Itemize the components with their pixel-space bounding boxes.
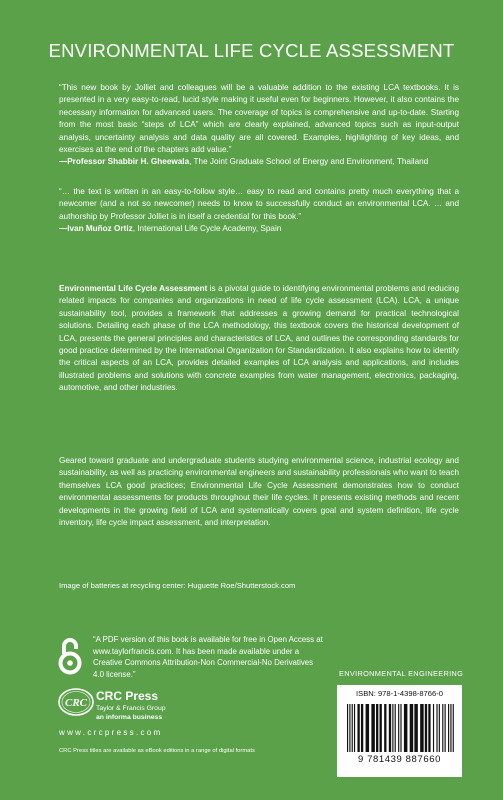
description-paragraph-2: Geared toward graduate and undergraduate students studying environmental science, industrial ecology and sustainability, as well as practicing environmental engineers and sustainability professionals who want to teach themselves LCA good practices; Environmental Life Cycle Assessment demonstrates how to conduct environmental assessments for products throughout their life cycles. It presents existing methods and recent developments in the growing field of LCA and systematically covers goal and system definition, life cycle inventory, life cycle impact assessment, and interpretation. <box>59 456 459 528</box>
barcode-bar <box>389 704 391 752</box>
publisher-url: www.crcpress.com <box>59 728 163 737</box>
review-quote-2-author: —Ivan Muñoz Ortiz <box>59 224 133 234</box>
barcode-bar <box>361 704 363 752</box>
barcode-bar <box>384 704 386 752</box>
barcode-bar <box>414 704 417 752</box>
barcode-bar <box>428 704 430 752</box>
subject-category: ENVIRONMENTAL ENGINEERING <box>339 669 464 678</box>
barcode-bar <box>400 704 401 752</box>
barcode-bar <box>395 704 396 752</box>
barcode-bar <box>357 704 359 752</box>
barcode-bar <box>376 704 378 752</box>
barcode-bar <box>445 704 446 752</box>
review-quote-2 <box>59 186 459 236</box>
open-access-icon <box>56 636 84 676</box>
publisher-tagline: an informa business <box>96 714 163 721</box>
barcode-bar <box>425 704 427 752</box>
barcode-bar <box>453 704 454 752</box>
barcode-number: 9 781439 887660 <box>358 754 441 765</box>
barcode-bars <box>347 704 455 752</box>
publisher-group: Taylor & Francis Group <box>96 705 166 712</box>
barcode-bar <box>380 704 382 752</box>
review-quote-2-text: “… the text is written in an easy-to-follow style… easy to read and contains pretty much everything that a newcomer (and a not so newcomer) needs to know to successfully conduct an environmental LCA. … and authorship by Professor Jolliet is in itself a credential for this book.” <box>59 187 459 221</box>
barcode-bar <box>410 704 413 752</box>
barcode-bar <box>349 704 350 752</box>
barcode-bar <box>450 704 451 752</box>
ebook-footer-note: CRC Press titles are available as eBook editions in a range of digital formats <box>59 748 255 754</box>
open-access-notice: “A PDF version of this book is available for free in Open Access at www.taylorfrancis.com. It has been made available under a Creative Commons Attribution-Non Commercial-No Derivatives 4.0 license.” <box>93 635 323 679</box>
crc-logo-text: CRC <box>64 697 88 709</box>
description-lead: Environmental Life Cycle Assessment <box>59 284 208 293</box>
review-quote-2-attribution <box>59 223 459 235</box>
barcode-bar <box>442 704 443 752</box>
review-quote-1 <box>59 82 459 169</box>
barcode-bar <box>404 704 407 752</box>
barcode-bar <box>347 704 348 752</box>
barcode-bar <box>398 704 399 752</box>
publisher-name: CRC Press <box>96 689 159 703</box>
barcode-bar <box>352 704 353 752</box>
description-paragraph-1 <box>59 283 459 395</box>
barcode-bar <box>439 704 440 752</box>
barcode-bar <box>436 704 437 752</box>
barcode-bar <box>354 704 355 752</box>
book-title: ENVIRONMENTAL LIFE CYCLE ASSESSMENT <box>48 40 455 61</box>
review-quote-1-attribution <box>59 156 459 168</box>
isbn-label: ISBN: 978-1-4398-8766-0 <box>356 689 443 698</box>
crc-press-logo <box>58 688 94 716</box>
barcode-bar <box>366 704 369 752</box>
description-body: is a pivotal guide to identifying environmental problems and reducing related impacts for companies and organizations in need of life cycle assessment (LCA). LCA, a unique sustainability tool, provides a framework that addresses a growing demand for practical technological solutions. Detailing each phase of the LCA methodology, this textbook covers the historical development of LCA, presents the general principles and characteristics of LCA, and outlines the corresponding standards for good practice determined by the International Organization for Standardization. It also explains how to identify the critical aspects of an LCA, provides detailed examples of LCA analysis and applications, and includes illustrated problems and solutions with concrete examples from water management, electronics, packaging, automotive, and other industries. <box>59 284 459 393</box>
barcode-bar <box>448 704 449 752</box>
review-quote-2-affiliation: , International Life Cycle Academy, Spain <box>132 224 282 234</box>
barcode-bar <box>392 704 393 752</box>
review-quote-1-author: —Professor Shabbir H. Gheewala <box>59 157 190 167</box>
image-credit: Image of batteries at recycling center: Huguette Roe/Shutterstock.com <box>59 581 296 590</box>
barcode-bar <box>371 704 374 752</box>
review-quote-1-affiliation: , The Joint Graduate School of Energy and Environment, Thailand <box>189 157 429 167</box>
review-quote-1-text: “This new book by Jolliet and colleagues will be a valuable addition to the existing LCA textbooks. It is presented in a very easy-to-read, lucid style making it useful even for beginners. However, it also contains the necessary information for advanced users. The coverage of topics is comprehensive and up-to-date. Starting from the most basic “steps of LCA” which are clearly explained, advanced topics such as input-output analysis, uncertainty analysis and data quality are all covered. Examples, highlighting of key ideas, and exercises at the end of the chapters add value.” <box>59 83 459 155</box>
barcode-panel <box>337 685 462 777</box>
barcode-bar <box>420 704 423 752</box>
barcode-bar <box>433 704 434 752</box>
